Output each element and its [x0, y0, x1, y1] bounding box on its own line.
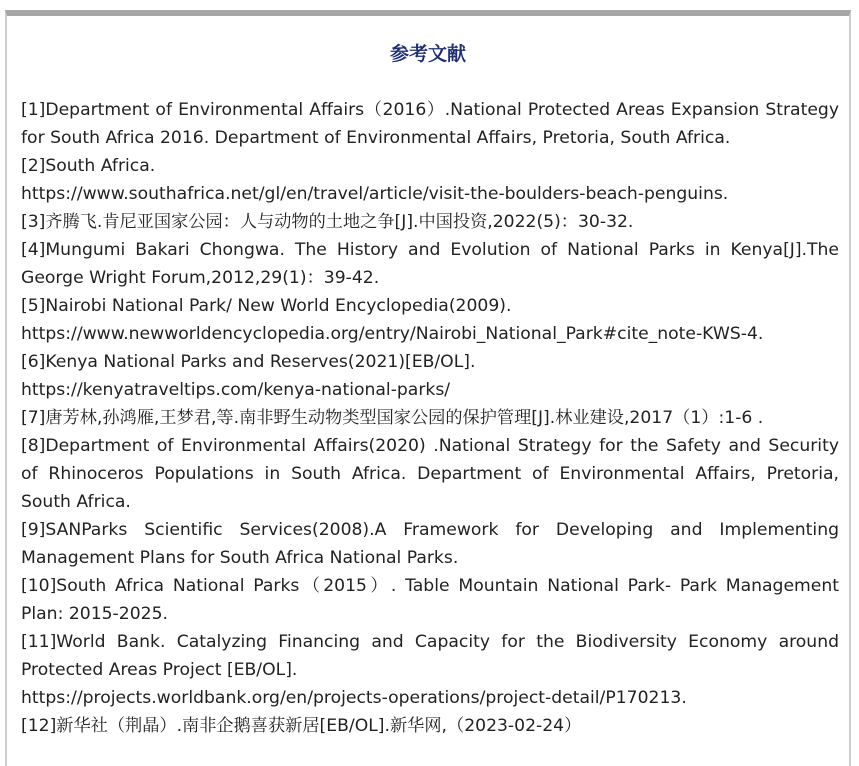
- document-panel: [5, 10, 851, 766]
- reference-text: [6]Kenya National Parks and Reserves(2021)[EB/OL].: [21, 352, 476, 372]
- reference-item-5: [21, 292, 839, 348]
- reference-item-12: [21, 712, 839, 740]
- reference-text: [5]Nairobi National Park/ New World Encyclopedia(2009).: [21, 296, 512, 316]
- reference-text: [9]SANParks Scientific Services(2008).A Framework for Developing and Implementing Management Plans for South Africa National Parks.: [21, 520, 839, 568]
- reference-item-11: [21, 628, 839, 712]
- reference-list: [21, 96, 839, 740]
- reference-item-8: [21, 432, 839, 516]
- reference-text: [7]唐芳林,孙鸿雁,王梦君,等.南非野生动物类型国家公园的保护管理[J].林业建设,2017（1）:1-6 .: [21, 408, 764, 428]
- reference-text: [2]South Africa.: [21, 156, 156, 176]
- reference-item-7: [21, 404, 839, 432]
- reference-item-4: [21, 236, 839, 292]
- reference-item-1: [21, 96, 839, 152]
- reference-link[interactable]: https://www.newworldencyclopedia.org/entry/Nairobi_National_Park#cite_note-KWS-4.: [21, 324, 764, 344]
- reference-link[interactable]: https://kenyatraveltips.com/kenya-national-parks/: [21, 380, 451, 400]
- reference-item-6: [21, 348, 839, 404]
- reference-item-2: [21, 152, 839, 208]
- reference-item-3: [21, 208, 839, 236]
- reference-text: [4]Mungumi Bakari Chongwa. The History and Evolution of National Parks in Kenya[J].The George Wright Forum,2012,29(1)：39-42.: [21, 240, 839, 288]
- page-title: 参考文献: [389, 43, 466, 65]
- reference-text: [3]齐腾飞.肯尼亚国家公园：人与动物的土地之争[J].中国投资,2022(5)：30-32.: [21, 212, 634, 232]
- reference-text: [10]South Africa National Parks（2015）. Table Mountain National Park- Park Management Plan: 2015-2025.: [21, 576, 839, 624]
- reference-link[interactable]: https://www.southafrica.net/gl/en/travel/article/visit-the-boulders-beach-penguins.: [21, 184, 729, 204]
- reference-text: [1]Department of Environmental Affairs（2016）.National Protected Areas Expansion Strategy for South Africa 2016. Department of Environmental Affairs, Pretoria, South Africa.: [21, 100, 839, 148]
- reference-item-10: [21, 572, 839, 628]
- reference-text: [12]新华社（荆晶）.南非企鹅喜获新居[EB/OL].新华网,（2023-02-24）: [21, 716, 582, 736]
- reference-text: [8]Department of Environmental Affairs(2020) .National Strategy for the Safety and Security of Rhinoceros Populations in South Africa. Department of Environmental Affairs, Pretoria, South Africa.: [21, 436, 839, 512]
- reference-link[interactable]: https://projects.worldbank.org/en/projects-operations/project-detail/P170213.: [21, 688, 687, 708]
- reference-item-9: [21, 516, 839, 572]
- reference-text: [11]World Bank. Catalyzing Financing and Capacity for the Biodiversity Economy around Protected Areas Project [EB/OL].: [21, 632, 839, 680]
